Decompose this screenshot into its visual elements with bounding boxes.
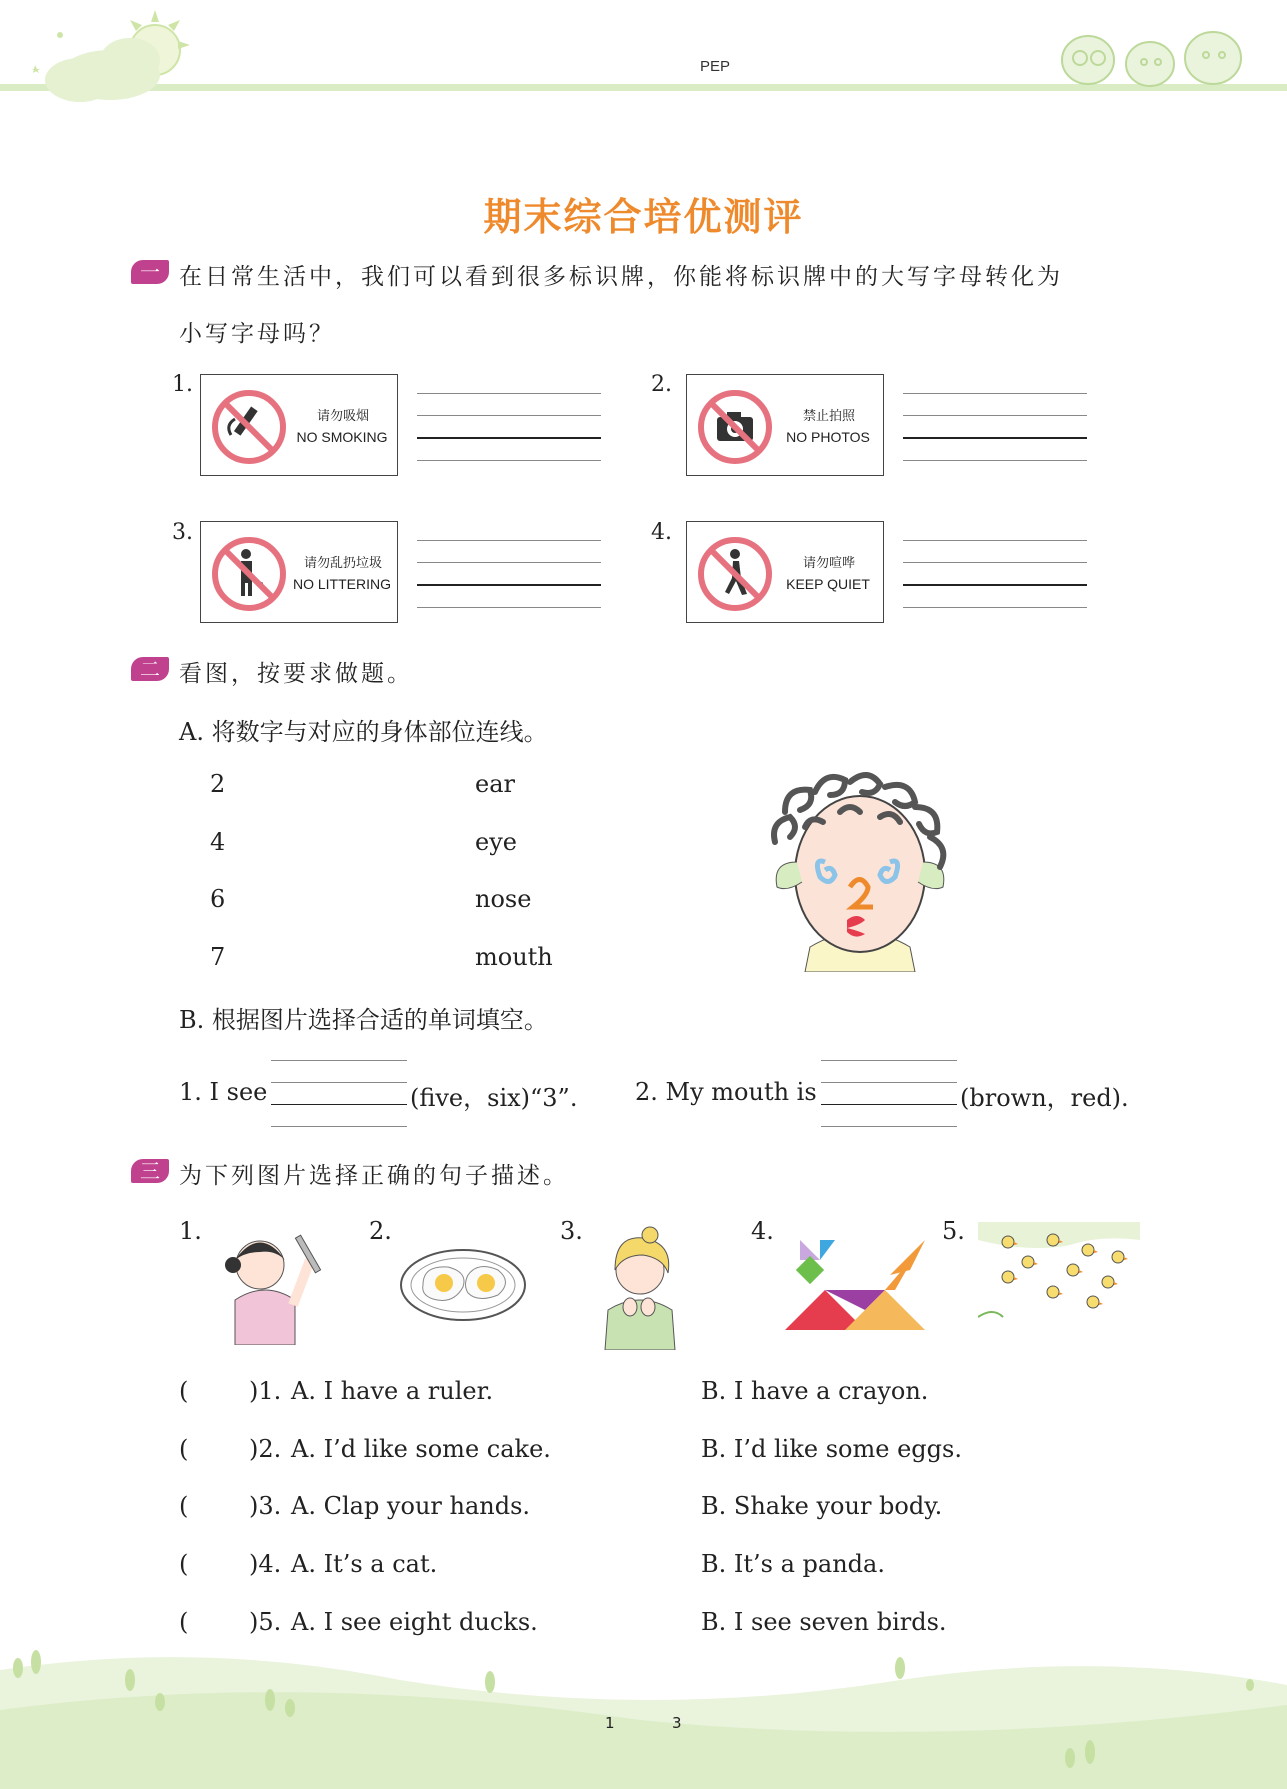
match-word[interactable]: nose [475, 885, 532, 913]
tangram-cat-picture [785, 1235, 930, 1340]
part-a-instruction: A. 将数字与对应的身体部位连线。 [179, 718, 548, 746]
option-b: B. I have a crayon. [701, 1377, 929, 1405]
sign-english-text: KEEP QUIET [786, 576, 870, 592]
number-face-illustration [755, 762, 960, 972]
series-label: PEP [700, 58, 731, 75]
option-a: A. I see eight ducks. [291, 1608, 538, 1636]
girl-with-crayon-picture [205, 1220, 325, 1345]
question-number: )2. [249, 1435, 282, 1463]
fill-q1-suffix: (five，six)“3”. [410, 1084, 578, 1112]
section-3-badge: 三 [131, 1159, 169, 1183]
sign-english-text: NO LITTERING [292, 576, 391, 592]
sign-number: 1. [172, 372, 193, 397]
answer-paren-open[interactable]: ( [179, 1492, 189, 1520]
option-b: B. I’d like some eggs. [701, 1435, 962, 1463]
no-littering-icon [209, 534, 289, 614]
sign-card [200, 521, 398, 623]
question-number: )5. [249, 1608, 282, 1636]
girl-clapping-picture [590, 1225, 690, 1350]
sign-number: 3. [172, 520, 193, 545]
question-number: )4. [249, 1550, 282, 1578]
answer-paren-open[interactable]: ( [179, 1435, 189, 1463]
option-b: B. It’s a panda. [701, 1550, 885, 1578]
fill-q1-prefix: 1. I see [179, 1078, 268, 1106]
answer-lines[interactable] [417, 393, 601, 482]
picture-number: 5. [942, 1217, 965, 1245]
option-b: B. I see seven birds. [701, 1608, 947, 1636]
answer-paren-open[interactable]: ( [179, 1377, 189, 1405]
fill-blank-1[interactable] [271, 1060, 407, 1148]
answer-lines[interactable] [417, 540, 601, 629]
page-number-left: 1 [605, 1714, 615, 1732]
picture-number: 4. [751, 1217, 774, 1245]
section-1-instruction-line2: 小写字母吗？ [179, 321, 335, 347]
sign-chinese-text: 请勿吸烟 [316, 409, 369, 424]
match-number[interactable]: 2 [210, 770, 226, 798]
sign-card [200, 374, 398, 476]
fried-eggs-picture [398, 1245, 528, 1325]
part-b-instruction: B. 根据图片选择合适的单词填空。 [179, 1006, 548, 1034]
page-number-right: 3 [672, 1714, 682, 1732]
option-a: A. It’s a cat. [291, 1550, 438, 1578]
keep-quiet-icon [695, 534, 775, 614]
page-title: 期末综合培优测评 [483, 195, 804, 239]
ducks-picture [978, 1222, 1140, 1322]
sign-number: 2. [651, 372, 672, 397]
sign-english-text: NO PHOTOS [786, 429, 870, 445]
match-word[interactable]: eye [475, 828, 517, 856]
section-2-badge: 二 [131, 657, 169, 681]
sign-chinese-text: 禁止拍照 [802, 409, 855, 424]
answer-paren-open[interactable]: ( [179, 1608, 189, 1636]
section-2-instruction: 看图，按要求做题。 [179, 661, 413, 687]
answer-lines[interactable] [903, 393, 1087, 482]
match-word[interactable]: mouth [475, 943, 553, 971]
picture-number: 2. [369, 1217, 392, 1245]
sun-cloud-decoration [20, 5, 200, 115]
no-photos-icon [695, 387, 775, 467]
sign-card [686, 521, 884, 623]
footer-hills-decoration [0, 1640, 1287, 1789]
picture-number: 1. [179, 1217, 202, 1245]
fill-blank-2[interactable] [821, 1060, 957, 1148]
option-a: A. I have a ruler. [291, 1377, 494, 1405]
option-a: A. I’d like some cake. [291, 1435, 551, 1463]
option-a: A. Clap your hands. [291, 1492, 531, 1520]
question-number: )3. [249, 1492, 282, 1520]
match-word[interactable]: ear [475, 770, 515, 798]
sign-english-text: NO SMOKING [296, 429, 388, 445]
match-number[interactable]: 6 [210, 885, 226, 913]
sign-chinese-text: 请勿乱扔垃圾 [303, 556, 382, 571]
section-1-instruction: 在日常生活中，我们可以看到很多标识牌，你能将标识牌中的大写字母转化为 [179, 264, 1063, 290]
question-number: )1. [249, 1377, 282, 1405]
section-1-badge: 一 [131, 260, 169, 284]
section-3-instruction: 为下列图片选择正确的句子描述。 [179, 1163, 569, 1189]
animals-decoration [1058, 20, 1258, 90]
fill-q2-suffix: (brown，red). [960, 1084, 1129, 1112]
match-number[interactable]: 7 [210, 943, 226, 971]
answer-paren-open[interactable]: ( [179, 1550, 189, 1578]
sign-chinese-text: 请勿喧哗 [802, 556, 855, 571]
option-b: B. Shake your body. [701, 1492, 943, 1520]
no-smoking-icon [209, 387, 289, 467]
sign-number: 4. [651, 520, 672, 545]
sign-card [686, 374, 884, 476]
fill-q2-prefix: 2. My mouth is [635, 1078, 817, 1106]
picture-number: 3. [560, 1217, 583, 1245]
match-number[interactable]: 4 [210, 828, 226, 856]
answer-lines[interactable] [903, 540, 1087, 629]
